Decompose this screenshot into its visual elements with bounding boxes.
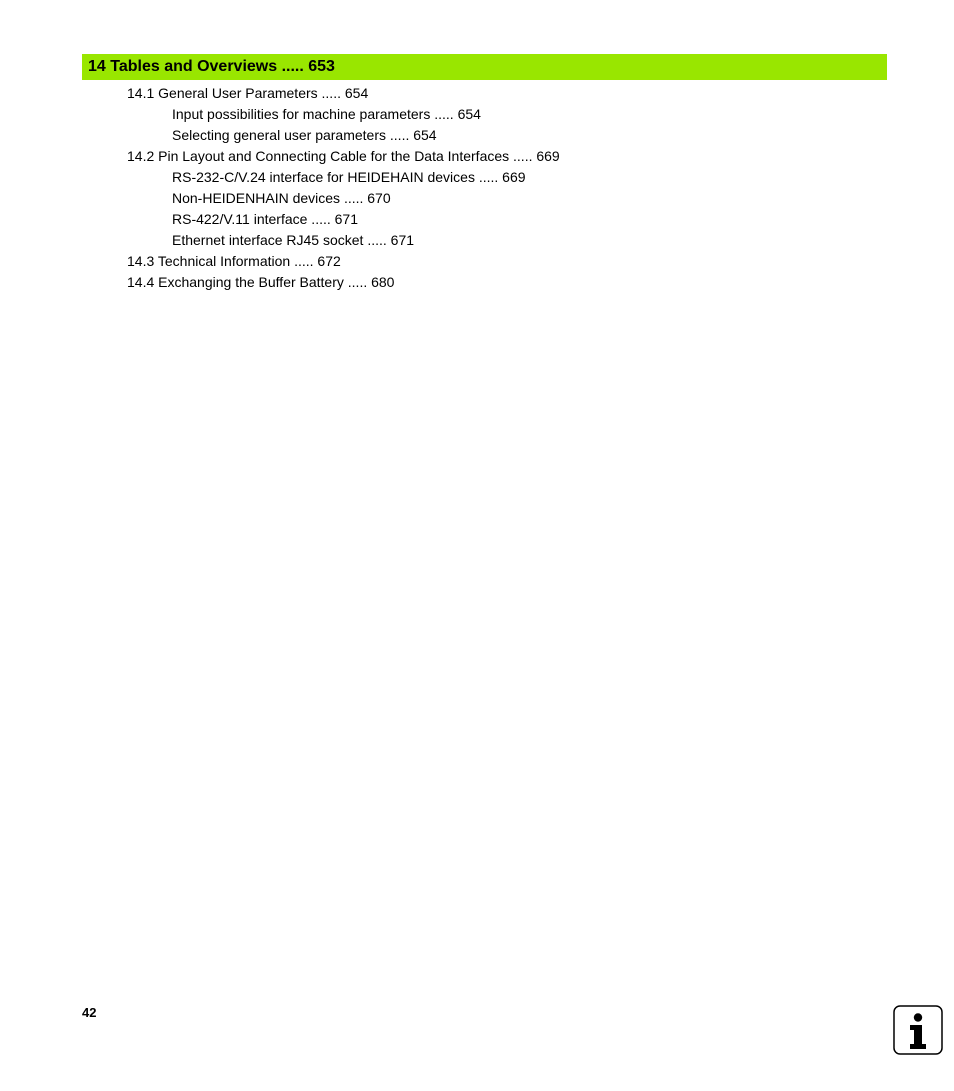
chapter-heading-bar <box>82 54 887 80</box>
toc-entry[interactable]: Selecting general user parameters ..... 654 <box>172 127 437 143</box>
toc-entry[interactable]: 14.3 Technical Information ..... 672 <box>127 253 341 269</box>
toc-entry[interactable]: Ethernet interface RJ45 socket ..... 671 <box>172 232 415 248</box>
toc-entry[interactable]: 14.4 Exchanging the Buffer Battery ..... 680 <box>127 274 395 290</box>
toc-entry[interactable]: RS-232-C/V.24 interface for HEIDEHAIN devices ..... 669 <box>172 169 526 185</box>
toc-entry[interactable]: RS-422/V.11 interface ..... 671 <box>172 211 359 227</box>
table-of-contents <box>0 83 954 293</box>
toc-entry[interactable]: 14.2 Pin Layout and Connecting Cable for the Data Interfaces ..... 669 <box>127 148 560 164</box>
page-number: 42 <box>82 1005 97 1020</box>
chapter-title: 14 Tables and Overviews ..... 653 <box>88 58 335 75</box>
toc-entry[interactable]: Non-HEIDENHAIN devices ..... 670 <box>172 190 391 206</box>
info-icon[interactable] <box>893 1005 943 1055</box>
toc-entry[interactable]: Input possibilities for machine parameters ..... 654 <box>172 106 481 122</box>
toc-entry[interactable]: 14.1 General User Parameters ..... 654 <box>127 85 369 101</box>
